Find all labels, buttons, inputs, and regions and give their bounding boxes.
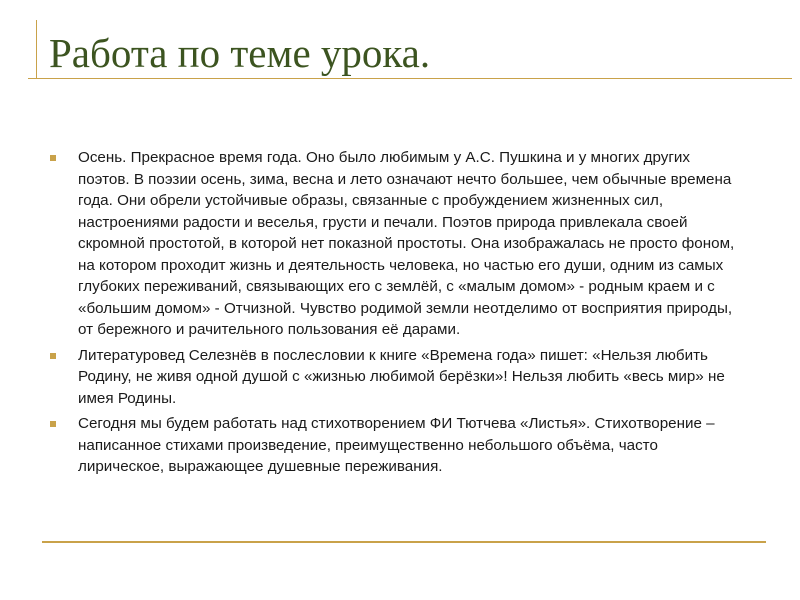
- slide-title: Работа по теме урока.: [49, 30, 431, 76]
- bullet-item: [50, 147, 740, 341]
- bottom-divider-line: [42, 541, 766, 543]
- title-frame-horizontal-line: [28, 78, 792, 79]
- bullet-text: Сегодня мы будем работать над стихотворением ФИ Тютчева «Листья». Стихотворение – написанное стихами произведение, преимущественно небольшого объёма, часто лирическое, выражающее душевные переживания.: [78, 415, 715, 475]
- bullet-text: Литературовед Селезнёв в послесловии к книге «Времена года» пишет: «Нельзя любить Родину, не живя одной душой с «жизнью любимой берёзки»! Нельзя любить «весь мир» не имея Родины.: [78, 346, 725, 407]
- square-bullet-icon: [50, 155, 56, 161]
- bullet-text: Осень. Прекрасное время года. Оно было любимым у А.С. Пушкина и у многих других поэтов. В поэзии осень, зима, весна и лето означают нечто большее, чем обычные времена года. Они обрели устойчивые образы, связанные с пробуждением жизненных сил, настроениями радости и веселья, грусти и печали. Поэтов природа привлекала своей скромной простотой, в которой нет показной простоты. Она изображалась не просто фоном, на котором проходит жизнь и деятельность человека, но частью его души, одним из самых глубоких переживаний, связывающих его с землёй, с «малым домом» - родным краем и с «большим домом» - Отчизной. Чувство родимой земли неотделимо от восприятия природы, от бережного и рачительного пользования её дарами.: [78, 149, 735, 338]
- bullet-item: [50, 413, 740, 478]
- square-bullet-icon: [50, 421, 56, 427]
- title-frame-vertical-line: [36, 20, 37, 78]
- square-bullet-icon: [50, 353, 56, 359]
- bullet-item: [50, 345, 740, 410]
- bullet-list: [50, 147, 740, 482]
